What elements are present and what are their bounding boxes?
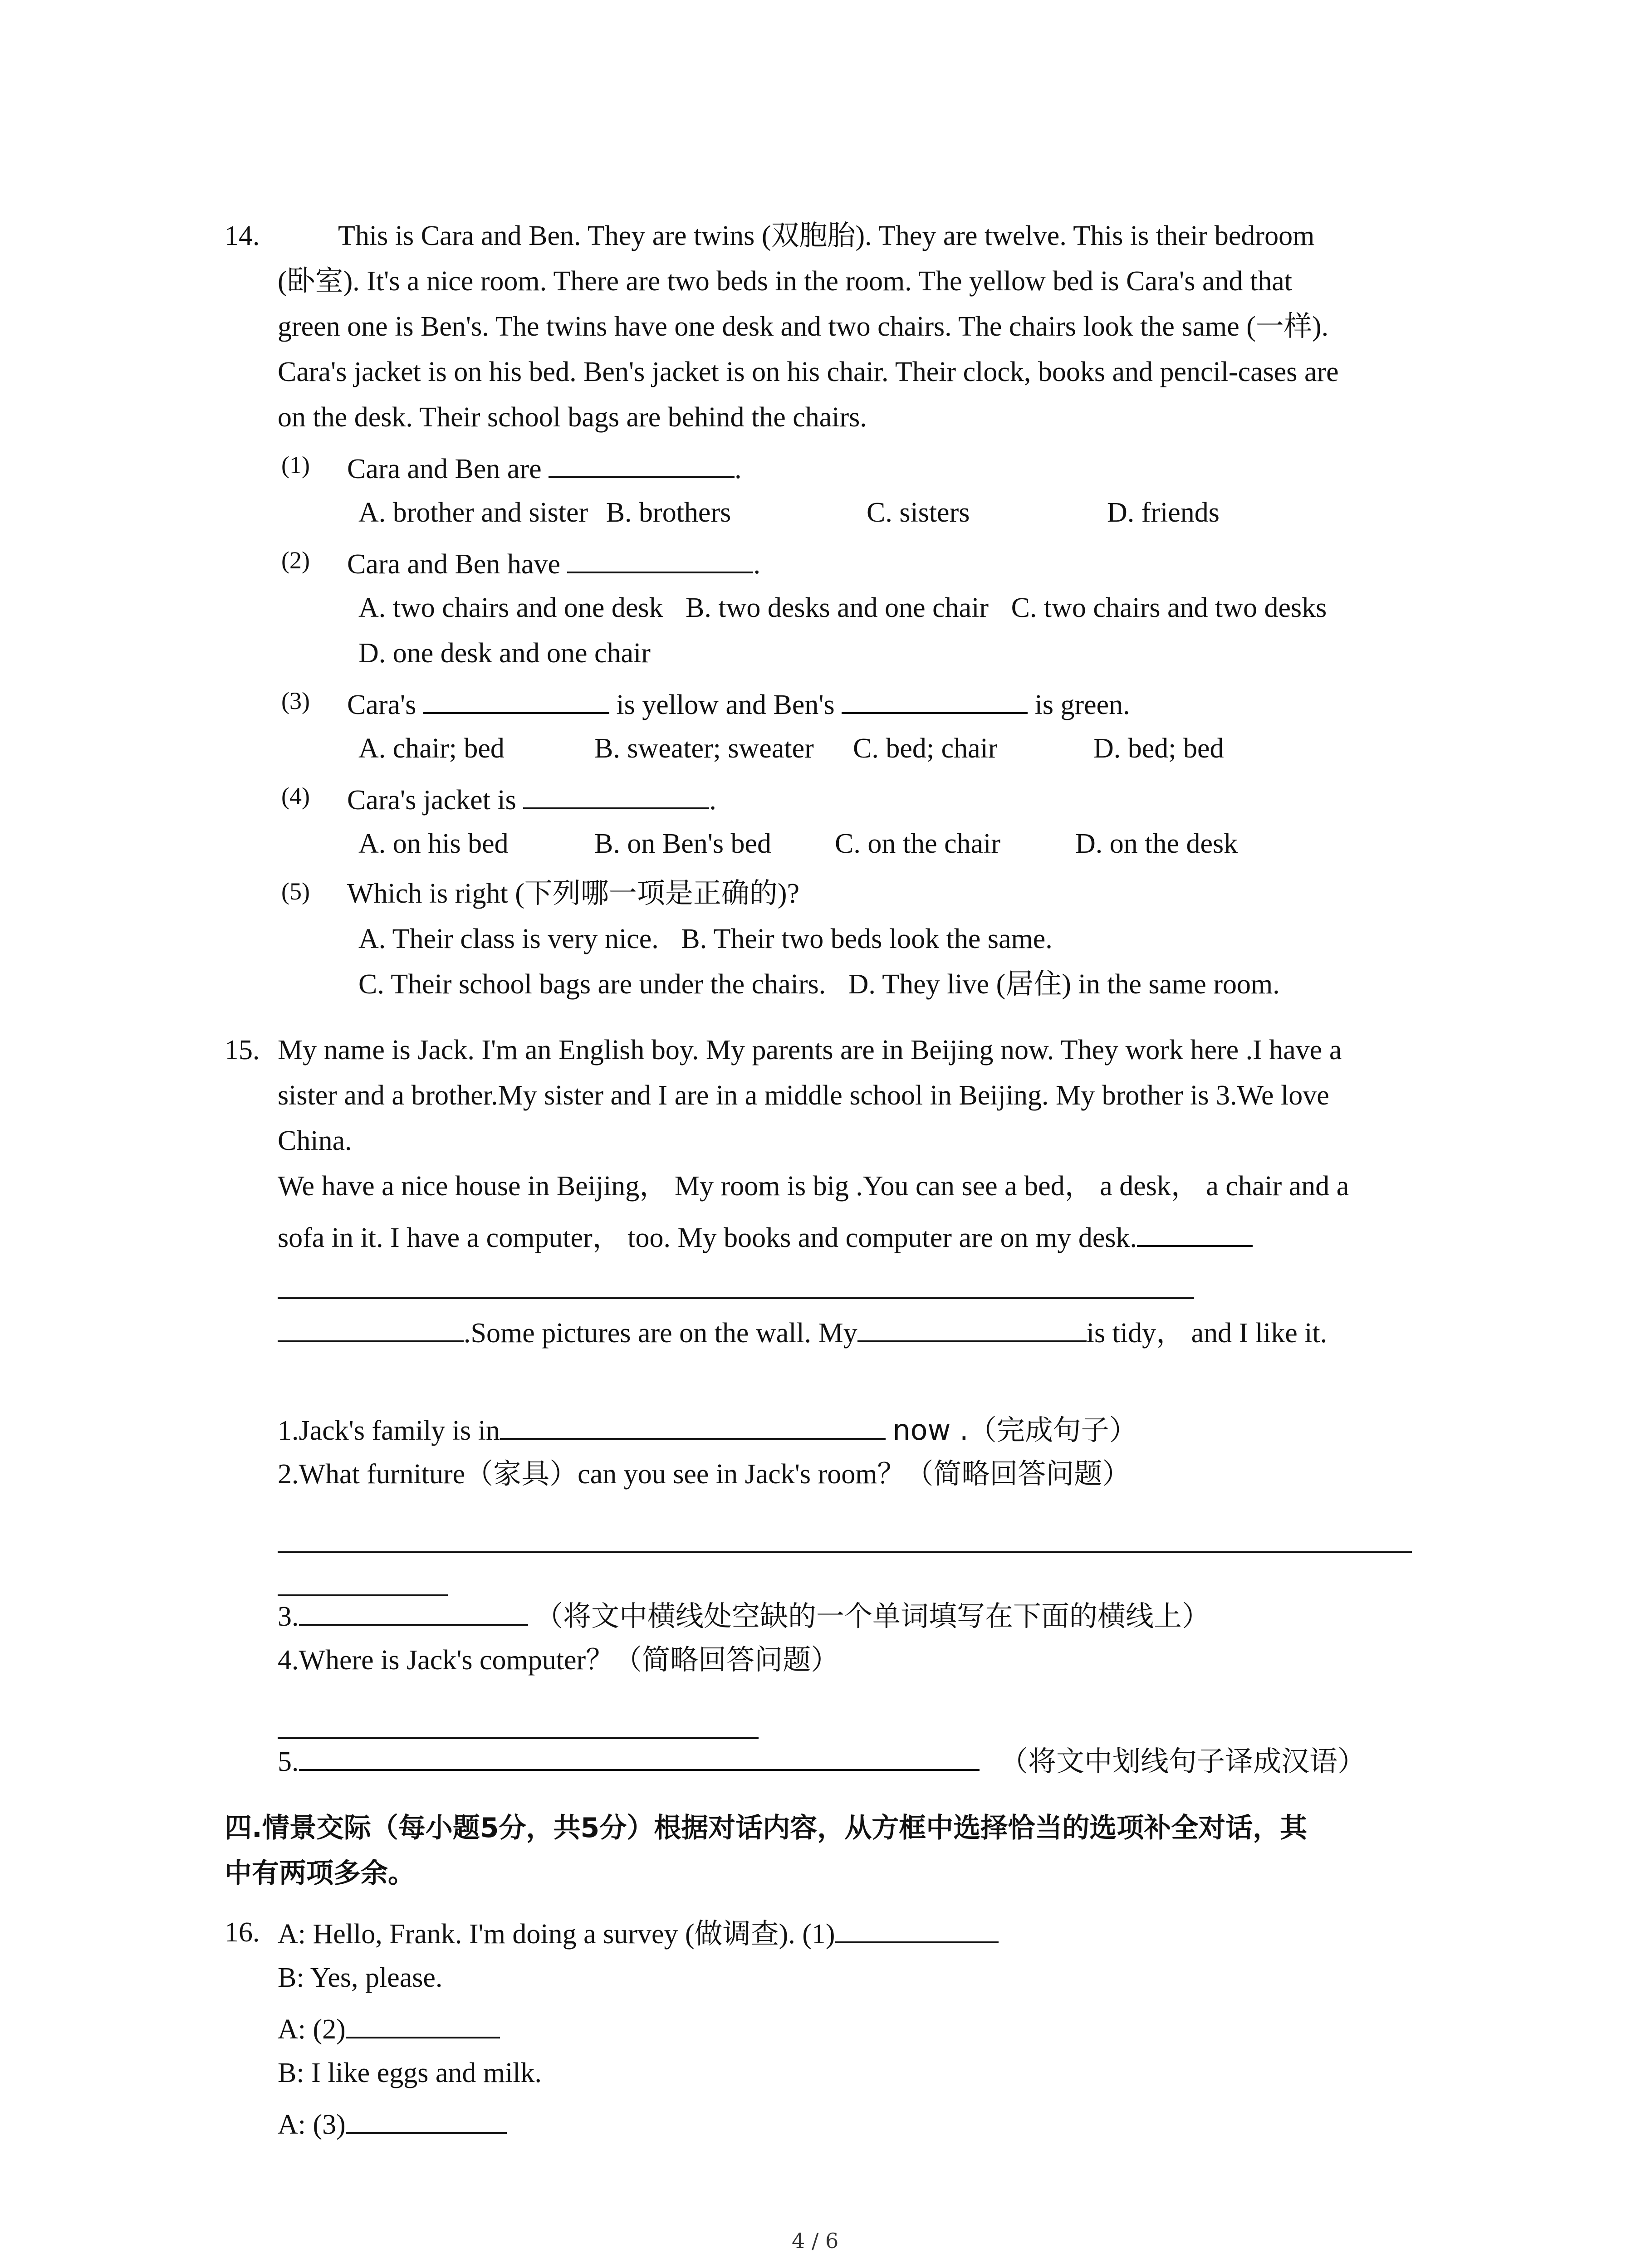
question-number-16: 16. — [225, 1917, 260, 1948]
stem-end: . — [709, 785, 716, 816]
task-text: 1.Jack's family is in — [278, 1415, 500, 1446]
q14-sub-2-option-d[interactable]: D. one desk and one chair — [358, 638, 651, 669]
section-4-heading-line-1: 四.情景交际（每小题5分，共5分）根据对话内容，从方框中选择恰当的选项补全对话，其 — [225, 1812, 1308, 1844]
dialogue-text: A: Hello, Frank. I'm doing a survey (做调查). (1) — [278, 1919, 835, 1950]
q14-sub-2-stem — [347, 544, 760, 582]
answer-blank-1[interactable] — [423, 685, 609, 714]
q14-sub-1-options — [358, 494, 1220, 531]
passage-text: sofa in it. I have a computer， too. My books and computer are on my desk. — [278, 1222, 1137, 1253]
q15-passage-line-3: China. — [278, 1125, 352, 1156]
q14-passage-line-3: green one is Ben's. The twins have one desk and two chairs. The chairs look the same (一样). — [278, 311, 1329, 342]
q15-passage-line-4: We have a nice house in Beijing， My room is big .You can see a bed， a desk， a chair and a — [278, 1171, 1349, 1202]
q14-sub-1-stem — [347, 449, 742, 487]
stem-middle: is yellow and Ben's — [616, 689, 835, 720]
option-c[interactable]: C. bed; chair — [853, 733, 998, 764]
q16-dialogue-line-3 — [278, 2009, 500, 2048]
q14-sub-5-number: (5) — [281, 878, 310, 905]
q16-dialogue-line-5 — [278, 2105, 507, 2143]
q14-sub-4-number: (4) — [281, 782, 310, 810]
q14-sub-3-options — [358, 730, 1224, 767]
q14-passage-line-5: on the desk. Their school bags are behind the chairs. — [278, 402, 867, 433]
q16-dialogue-line-4: B: I like eggs and milk. — [278, 2058, 542, 2088]
q15-task-3 — [278, 1597, 1210, 1635]
passage-text-end: is tidy， and I like it. — [1086, 1318, 1327, 1349]
dialogue-blank-2[interactable] — [346, 2009, 500, 2038]
option-b[interactable]: B. Their two beds look the same. — [681, 924, 1053, 954]
q14-sub-1-number: (1) — [281, 451, 310, 479]
q15-task-5 — [278, 1742, 1366, 1780]
option-d[interactable]: D. They live (居住) in the same room. — [848, 969, 1280, 1000]
option-b[interactable]: B. sweater; sweater — [594, 733, 814, 764]
option-b[interactable]: B. on Ben's bed — [594, 828, 772, 859]
option-c[interactable]: C. sisters — [867, 497, 970, 528]
task-1-answer-blank[interactable] — [500, 1411, 886, 1440]
q15-task-4: 4.Where is Jack's computer？（简略回答问题） — [278, 1645, 839, 1676]
underlined-sentence-blank[interactable] — [1137, 1218, 1253, 1247]
task-2-answer-line-1[interactable] — [278, 1551, 1412, 1553]
stem-text: Cara's jacket is — [347, 785, 516, 816]
q16-dialogue-line-2: B: Yes, please. — [278, 1962, 443, 1993]
dialogue-blank-3[interactable] — [346, 2105, 507, 2134]
option-a[interactable]: A. Their class is very nice. — [358, 924, 659, 954]
stem-text: Cara and Ben have — [347, 549, 560, 580]
dialogue-text: A: (2) — [278, 2014, 346, 2045]
q15-task-1 — [278, 1411, 1137, 1449]
q14-sub-2-number: (2) — [281, 547, 310, 574]
option-d[interactable]: D. friends — [1107, 497, 1220, 528]
answer-blank[interactable] — [567, 544, 753, 573]
question-number-15: 15. — [225, 1035, 260, 1066]
q15-passage-line-2: sister and a brother.My sister and I are in a middle school in Beijing. My brother is 3.We love — [278, 1080, 1329, 1111]
q14-sub-4-options — [358, 826, 1238, 862]
stem-end: . — [735, 454, 742, 484]
task-text: 3. — [278, 1601, 299, 1632]
answer-blank-2[interactable] — [842, 685, 1028, 714]
q14-passage-line-1: This is Cara and Ben. They are twins (双胞胎). They are twelve. This is their bedroom — [338, 220, 1315, 251]
option-a[interactable]: A. chair; bed — [358, 733, 505, 764]
stem-end: is green. — [1034, 689, 1130, 720]
q15-passage-line-7 — [278, 1313, 1327, 1351]
option-b[interactable]: B. brothers — [606, 497, 731, 528]
option-d[interactable]: D. on the desk — [1075, 828, 1238, 859]
q14-passage-line-4: Cara's jacket is on his bed. Ben's jacket is on his chair. Their clock, books and pencil-cases are — [278, 357, 1339, 387]
option-a[interactable]: A. two chairs and one desk — [358, 592, 663, 623]
option-c[interactable]: C. two chairs and two desks — [1011, 592, 1327, 623]
q15-task-2: 2.What furniture（家具）can you see in Jack's room？（简略回答问题） — [278, 1459, 1131, 1490]
passage-text: .Some pictures are on the wall. My — [464, 1318, 857, 1349]
q14-sub-5-options-row-2 — [358, 966, 1280, 1002]
stem-end: . — [753, 549, 760, 580]
question-number-14: 14. — [225, 220, 260, 251]
page-number: 4 / 6 — [792, 2229, 839, 2253]
q14-passage-line-2: (卧室). It's a nice room. There are two beds in the room. The yellow bed is Cara's and that — [278, 266, 1292, 297]
task-instruction: （将文中横线处空缺的一个单词填写在下面的横线上） — [535, 1599, 1210, 1633]
task-3-answer-blank[interactable] — [299, 1597, 528, 1626]
task-instruction: now .（完成句子） — [892, 1413, 1137, 1447]
answer-blank[interactable] — [549, 449, 735, 478]
option-d[interactable]: D. bed; bed — [1093, 733, 1224, 764]
option-c[interactable]: C. Their school bags are under the chairs. — [358, 969, 826, 1000]
option-b[interactable]: B. two desks and one chair — [686, 592, 989, 623]
task-text: 5. — [278, 1746, 299, 1777]
q15-passage-line-5 — [278, 1218, 1253, 1256]
section-4-heading-line-2: 中有两项多余。 — [225, 1857, 415, 1889]
q14-sub-5-stem: Which is right (下列哪一项是正确的)? — [347, 878, 800, 909]
dialogue-blank-1[interactable] — [835, 1914, 999, 1943]
stem-text: Cara and Ben are — [347, 454, 542, 484]
q14-sub-4-stem — [347, 780, 716, 818]
option-a[interactable]: A. brother and sister — [358, 497, 588, 528]
q14-sub-3-number: (3) — [281, 687, 310, 714]
answer-blank[interactable] — [523, 780, 709, 809]
stem-text: Cara's — [347, 689, 416, 720]
option-a[interactable]: A. on his bed — [358, 828, 509, 859]
q14-sub-3-stem — [347, 685, 1130, 723]
q15-passage-line-1: My name is Jack. I'm an English boy. My parents are in Beijing now. They work here .I have a — [278, 1035, 1342, 1066]
task-2-answer-line-2[interactable] — [278, 1594, 448, 1596]
q16-dialogue-line-1 — [278, 1914, 999, 1952]
dialogue-text: A: (3) — [278, 2109, 346, 2140]
task-4-answer-line[interactable] — [278, 1737, 759, 1739]
task-5-answer-blank[interactable] — [299, 1742, 980, 1771]
missing-word-blank[interactable] — [857, 1313, 1087, 1342]
option-c[interactable]: C. on the chair — [835, 828, 1001, 859]
q14-sub-5-options-row-1 — [358, 921, 1053, 957]
q14-sub-2-options — [358, 590, 1327, 626]
underlined-sentence-rule[interactable] — [278, 1297, 1194, 1299]
underlined-sentence-end-blank[interactable] — [278, 1313, 464, 1342]
task-instruction: （将文中划线句子译成汉语） — [1000, 1745, 1366, 1778]
